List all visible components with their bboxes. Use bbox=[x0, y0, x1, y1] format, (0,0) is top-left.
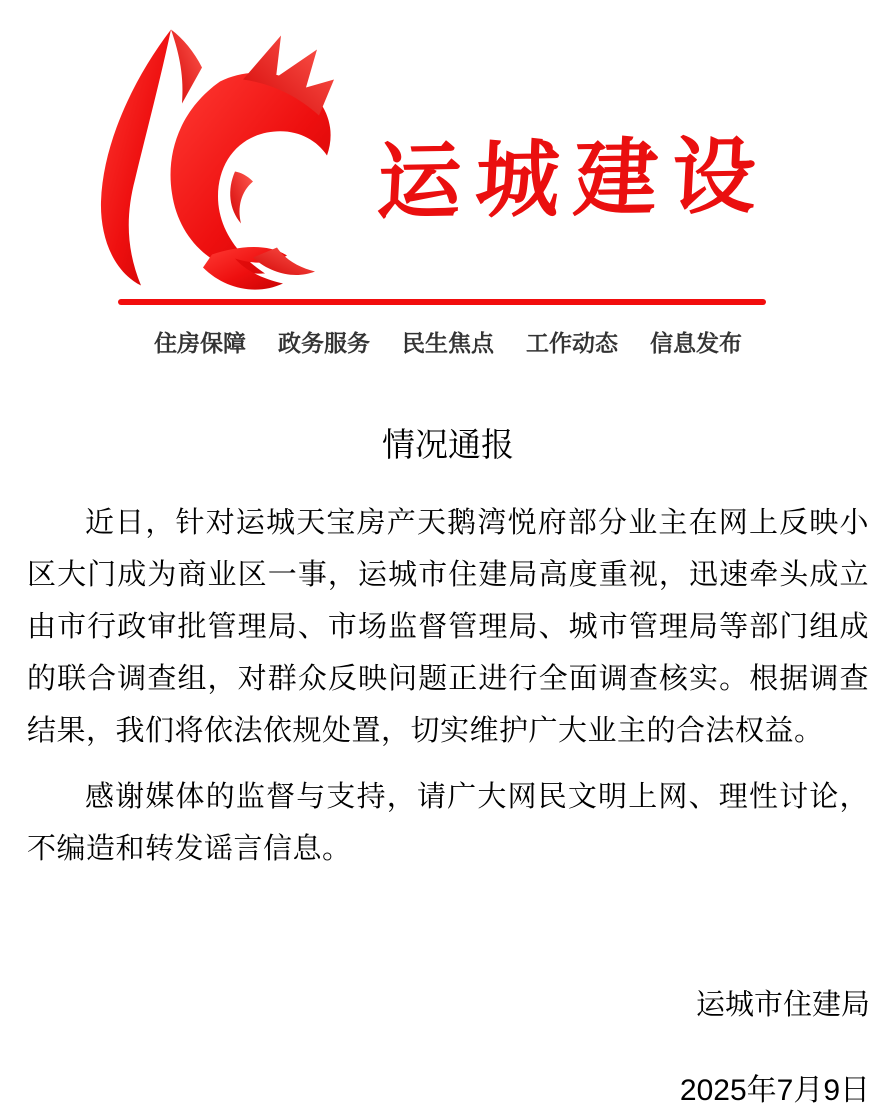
notice-paragraph-1: 近日，针对运城天宝房产天鹅湾悦府部分业主在网上反映小区大门成为商业区一事，运城市住建局高度重视，迅速牵头成立由市行政审批管理局、市场监督管理局、城市管理局等部门组成的联合调查组，对群众反映问题正进行全面调查核实。根据调查结果，我们将依法依规处置，切实维护广大业主的合法权益。 bbox=[27, 507, 869, 747]
nav-item-livelihood[interactable]: 民生焦点 bbox=[402, 330, 494, 356]
header-divider bbox=[118, 299, 766, 305]
nav-item-gov-services[interactable]: 政务服务 bbox=[278, 330, 370, 356]
nav-menu bbox=[0, 325, 896, 358]
notice-date: 2025年7月9日 bbox=[679, 1074, 870, 1107]
notice-paragraph-2: 感谢媒体的监督与支持，请广大网民文明上网、理性讨论，不编造和转发谣言信息。 bbox=[27, 781, 869, 865]
notice-signature: 运城市住建局 bbox=[695, 989, 870, 1021]
brand-calligraphy: 运城建设 bbox=[374, 130, 773, 231]
nav-item-work-updates[interactable]: 工作动态 bbox=[526, 330, 618, 356]
nav-item-housing[interactable]: 住房保障 bbox=[154, 330, 246, 356]
notice-body bbox=[27, 497, 869, 889]
notice-title: 情况通报 bbox=[382, 426, 514, 463]
phoenix-flame-logo bbox=[85, 20, 335, 295]
nav-item-info-release[interactable]: 信息发布 bbox=[650, 330, 742, 356]
